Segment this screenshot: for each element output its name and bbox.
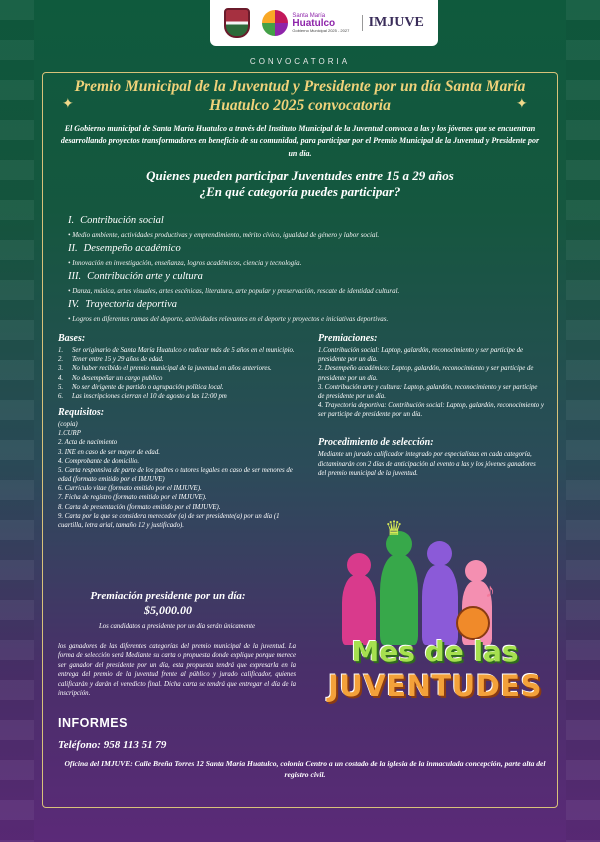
- list-item: 3. No haber recibido el premio municipal de la juventud en años anteriores.: [58, 365, 272, 373]
- figure-icon: [422, 565, 458, 645]
- list-item: 6. Currículo vitae (formato emitido por el IMJUVE).: [58, 485, 202, 493]
- municipal-seal-icon: [224, 8, 250, 38]
- list-item: 4. No desempeñar un cargo publico: [58, 374, 163, 382]
- category-heading: II. Desempeño académico: [68, 243, 181, 254]
- list-item: 9. Carta por la que se considera merecedor (a) de ser presidente(a) por un día (1 cuartilla, letra arial, tamaño 12 y justificado).: [58, 512, 280, 529]
- logo-bar: [210, 0, 438, 46]
- sparkle-icon: ✦: [516, 97, 528, 112]
- question-heading: [60, 168, 540, 201]
- figure-head-icon: [427, 541, 452, 566]
- list-item: 2. Desempeño académico: Laptop, galardón, reconocimiento y ser participe de presidente por un día.: [318, 365, 534, 382]
- oficina-address: Oficina del IMJUVE: Calle Breña Torres 12 Santa María Huatulco, colonia Centro a un costado de la iglesia de la inmaculada concepción, parte alta del registro civil.: [64, 759, 546, 779]
- category-description: • Danza, música, artes visuales, artes escénicas, literatura, arte popular y preservación, rescate de identidad cultural.: [68, 287, 538, 295]
- convocatoria-tag: CONVOCATORIA: [249, 57, 351, 66]
- list-item: 1. Ser originario de Santa María Huatulco o radicar más de 5 años en el municipio.: [58, 347, 295, 354]
- right-pattern: [566, 0, 600, 842]
- list-item: 2. Acta de nacimiento: [58, 439, 118, 447]
- list-item: 1.Contribución social: Laptop, galardón, reconocimiento y ser participe de presidente por un día.: [318, 347, 524, 364]
- premiacion-amount: $5,000.00: [144, 603, 192, 618]
- question-line-1: Quienes pueden participar Juventudes entre 15 a 29 años: [146, 168, 454, 183]
- telefono: Teléfono: 958 113 51 79: [58, 739, 167, 751]
- list-item: 3. Contribución arte y cultura: Laptop, galardón, reconocimiento y ser participe de presidente por un día.: [318, 383, 538, 400]
- list-item: 6. Las inscripciones cierran el 10 de agosto a las 12:00 pm: [58, 392, 227, 400]
- procedimiento-title: Procedimiento de selección:: [318, 437, 434, 449]
- list-item: 7. Ficha de registro (formato emitido por el IMJUVE).: [58, 494, 207, 502]
- list-item: 4. Trayectoria deportiva: Contribución social: Laptop, galardón, reconocimiento y ser participe de presidente por un día.: [318, 402, 544, 419]
- huatulco-logo: [262, 10, 349, 36]
- premiaciones-title: Premiaciones:: [318, 333, 378, 344]
- figure-head-icon: [347, 553, 371, 577]
- sparkle-icon: ✦: [62, 97, 74, 112]
- left-column: [58, 333, 298, 530]
- page-title: Premio Municipal de la Juventud y Presidente por un día Santa María Huatulco 2025 convocatoria: [74, 78, 526, 114]
- figure-icon: [380, 555, 418, 645]
- bases-list: [58, 346, 298, 401]
- premiacion-label: Premiación presidente por un día:: [90, 590, 246, 602]
- figure-head-icon: [465, 560, 487, 582]
- juventudes-title: JUVENTUDES: [328, 669, 542, 703]
- list-item: 1.CURP: [58, 430, 81, 438]
- mes-de-las-title: Mes de las: [351, 635, 519, 668]
- list-item: (copia): [58, 421, 78, 429]
- list-item: 8. Carta de presentación (formato emitido por el IMJUVE).: [58, 503, 221, 511]
- logo-main-text: Huatulco: [292, 18, 336, 29]
- category-description: • Innovación en investigación, enseñanza, logros académicos, ciencia y tecnología.: [68, 259, 538, 267]
- left-pattern: [0, 0, 34, 842]
- category-description: • Medio ambiente, actividades productivas y emprendimiento, mérito cívico, igualdad de género y labor social.: [68, 231, 538, 239]
- requisitos-title: Requisitos:: [58, 407, 105, 419]
- premiaciones-list: [318, 346, 544, 419]
- premiacion-presidente: [58, 589, 278, 619]
- list-item: 5. Carta responsiva de parte de los padres o tutores legales en caso de ser menores de edad (formato emitido por el IMJUVE): [58, 466, 293, 484]
- category-heading: I. Contribución social: [68, 215, 164, 226]
- presidente-body: los ganadores de las diferentes categorías del premio municipal de la juventud. La forma de selección será Mediante su carta o propuesta donde explique porque merece ser ganador del presidente por un día, esta propuesta tendrá que expresarla en la entrega del premio de la juventud frente al público y jurado calificador, quienes calificarán y darán el veredicto final. Dicha carta se tendrá que entregar el día de la inscripción.: [58, 643, 296, 697]
- music-note-icon: ♪: [485, 580, 495, 602]
- huatulco-mark-icon: [262, 10, 288, 36]
- presidente-intro: Los candidatos a presidente por un día serán únicamente: [98, 623, 256, 630]
- procedimiento-text: Mediante un jurado calificador integrado por especialistas en cada categoría, dictaminarán con 2 días de anticipación al evento a las y los jóvenes ganadores del premio municipal de la juventud.: [318, 451, 536, 477]
- list-item: 5. No ser dirigente de partido o agrupación política local.: [58, 383, 224, 391]
- requisitos-list: [58, 420, 298, 530]
- logo-sub-text: Gobierno Municipal 2025 - 2027: [292, 28, 350, 33]
- right-column: [318, 333, 544, 478]
- category-heading: IV. Trayectoria deportiva: [68, 299, 178, 310]
- category-description: • Logros en diferentes ramas del deporte, actividades relevantes en el deporte y proyectos e iniciativas deportivas.: [68, 315, 538, 323]
- question-line-2: ¿En qué categoría puedes participar?: [199, 184, 401, 200]
- categories-list: [68, 212, 538, 327]
- category-heading: III. Contribución arte y cultura: [68, 271, 203, 282]
- intro-paragraph: El Gobierno municipal de Santa María Huatulco a través del Instituto Municipal de la Juventud convoca a las y los jóvenes que se encuentran desarrollando proyectos transformadores en beneficio de su comunidad, para participar por el Premio Municipal de la Juventud y Presidente por un día.: [60, 124, 540, 158]
- bases-title: Bases:: [58, 333, 86, 344]
- trophy-icon: ♛: [385, 518, 403, 540]
- list-item: 2. Tener entre 15 y 29 años de edad.: [58, 356, 164, 364]
- list-item: 4. Comprobante de domicilio.: [58, 457, 140, 465]
- list-item: 3. INE en caso de ser mayor de edad.: [58, 448, 160, 456]
- informes-heading: INFORMES: [58, 716, 128, 730]
- imjuve-logo: IMJUVE: [362, 15, 424, 31]
- logo-small-text: Santa María: [292, 13, 326, 19]
